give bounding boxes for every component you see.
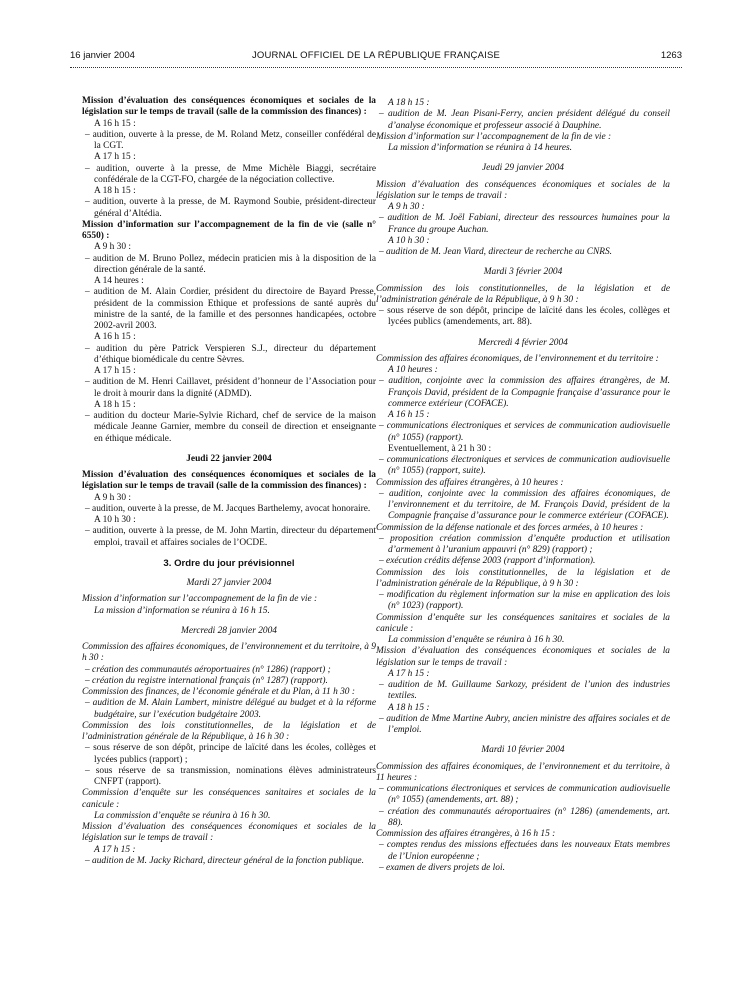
agenda-item: – création du registre international français (n° 1287) (rapport). — [85, 675, 328, 686]
time-line: A 16 h 15 : — [94, 332, 136, 343]
spacer — [376, 736, 670, 745]
agenda-item: – audition, ouverte à la presse, de Mme Michèle Biaggi, secrétaire confédérale de la CGT-FO, chargée de la négociation collective. — [85, 163, 376, 185]
time-line: A 10 h 30 : — [94, 515, 136, 525]
agenda-item: – audition de M. Alain Lambert, ministre délégué au budget et à la réforme budgétaire, sur l’exécution budgétaire 2003. — [85, 698, 376, 720]
left-column — [82, 96, 376, 867]
time-line: A 17 h 15 : — [388, 668, 430, 679]
agenda-item: – communications électroniques et services de communication audiovisuelle (n° 1055) (amendements, art. 88) ; — [379, 784, 670, 806]
session-heading: Mission d’évaluation des conséquences économiques et sociales de la législation sur le temps de travail : — [376, 179, 670, 201]
header-date: 16 janvier 2004 — [70, 50, 135, 61]
time-line: A 9 h 30 : — [94, 492, 131, 503]
time-line: La mission d’information se réunira à 14 heures. — [388, 143, 573, 153]
time-line: A 17 h 15 : — [94, 152, 136, 163]
spacer — [376, 329, 670, 338]
header-page-number: 1263 — [660, 50, 682, 61]
time-line: A 17 h 15 : — [94, 844, 136, 855]
session-heading: Commission des affaires étrangères, à 10 heures : — [376, 477, 564, 488]
session-heading: Commission d’enquête sur les conséquences sanitaires et sociales de la canicule : — [82, 788, 376, 810]
session-heading: Commission des lois constitutionnelles, de la législation et de l’administration générale de la République, à 9 h 30 : — [376, 283, 670, 305]
session-heading: Mission d’évaluation des conséquences économiques et sociales de la législation sur le temps de travail (salle de la commission des finances) : — [82, 96, 376, 118]
agenda-item: – création des communautés aéroportuaires (n° 1286) (amendements, art. 88). — [379, 806, 670, 828]
date-heading: Mercredi 28 janvier 2004 — [181, 625, 277, 636]
agenda-item: – sous réserve de son dépôt, principe de laïcité dans les écoles, collèges et lycées publics (rapport) ; — [85, 743, 376, 765]
agenda-item: – sous réserve de son dépôt, principe de laïcité dans les écoles, collèges et lycées publics (amendements, art. 88). — [379, 306, 670, 328]
date-heading: Jeudi 22 janvier 2004 — [186, 453, 272, 464]
agenda-item: – audition du père Patrick Verspieren S.J., directeur du département d’éthique biomédicale du centre Sèvres. — [85, 343, 376, 365]
agenda-item: – création des communautés aéroportuaires (n° 1286) (rapport) ; — [85, 664, 331, 675]
time-line: La commission d’enquête se réunira à 16 h 30. — [94, 810, 271, 821]
agenda-item: – audition de M. Jean Pisani-Ferry, ancien président délégué du conseil d’analyse économique et professeur associé à Dauphine. — [379, 109, 670, 131]
agenda-item: – audition de M. Bruno Pollez, médecin praticien mis à la disposition de la direction générale de la santé. — [85, 253, 376, 275]
session-heading: Commission des affaires économiques, de l’environnement et du territoire : — [376, 353, 659, 364]
date-heading: Mardi 27 janvier 2004 — [186, 578, 272, 588]
agenda-item: – audition de Mme Martine Aubry, ancien ministre des affaires sociales et de l’emploi. — [379, 713, 670, 735]
date-heading: Mardi 10 février 2004 — [481, 745, 565, 756]
session-heading: Commission des lois constitutionnelles, de la législation et de l’administration générale de la République, à 16 h 30 : — [82, 720, 376, 742]
time-line: La mission d’information se réunira à 16 h 15. — [94, 605, 270, 616]
spacer — [82, 617, 376, 626]
time-line: A 9 h 30 : — [94, 242, 131, 253]
agenda-item: – audition de M. Jean Viard, directeur de recherche au CNRS. — [379, 247, 613, 257]
time-line: A 18 h 15 : — [94, 399, 136, 410]
session-heading: Mission d’évaluation des conséquences économiques et sociales de la législation sur le temps de travail (salle de la commission des finances) : — [82, 470, 376, 492]
spacer — [376, 258, 670, 267]
agenda-item: – audition, ouverte à la presse, de M. John Martin, directeur du département emploi, travail et affaires sociales de l’OCDE. — [85, 526, 376, 548]
section-title: 3. Ordre du jour prévisionnel — [163, 557, 295, 569]
agenda-item: – examen de divers projets de loi. — [379, 862, 505, 873]
spacer — [82, 549, 376, 558]
agenda-item: – communications électroniques et services de communication audiovisuelle (n° 1055) (rapport, suite). — [379, 455, 670, 477]
date-heading: Mercredi 4 février 2004 — [478, 337, 568, 348]
agenda-item: – audition, ouverte à la presse, de M. Raymond Soubie, président-directeur général d’Altédia. — [85, 197, 376, 219]
session-heading: Commission des finances, de l’économie générale et du Plan, à 11 h 30 : — [82, 687, 355, 697]
agenda-item: – sous réserve de sa transmission, nominations élèves administrateurs CNFPT (rapport). — [85, 765, 376, 787]
session-heading: Commission des affaires économiques, de l’environnement et du territoire, à 9 h 30 : — [82, 642, 376, 664]
time-line: A 10 heures : — [388, 365, 438, 375]
agenda-item: – exécution crédits défense 2003 (rapport d’information). — [379, 556, 596, 567]
session-heading: Mission d’information sur l’accompagnement de la fin de vie : — [376, 131, 612, 142]
agenda-item: – audition de M. Henri Caillavet, président d’honneur de l’Association pour le droit à mourir dans la dignité (ADMD). — [85, 377, 376, 399]
spacer — [376, 154, 670, 163]
spacer — [82, 445, 376, 454]
spacer — [82, 569, 376, 578]
agenda-item: – modification du règlement information sur la mise en application des lois (n° 1023) (rapport). — [379, 590, 670, 612]
header-rule — [70, 67, 682, 68]
session-heading: Commission des lois constitutionnelles, de la législation et de l’administration générale de la République, à 9 h 30 : — [376, 567, 670, 589]
agenda-item: – audition, ouverte à la presse, de M. Jacques Barthelemy, avocat honoraire. — [85, 503, 371, 514]
agenda-item: – proposition création commission d’enquête production et utilisation d’armement à l’uranium appauvri (n° 829) (rapport) ; — [379, 533, 670, 555]
agenda-item: – audition de M. Guillaume Sarkozy, président de l’union des industries textiles. — [379, 680, 670, 702]
time-line: A 14 heures : — [94, 276, 144, 286]
agenda-item: – audition, conjointe avec la commission des affaires étrangères, de M. François David, président de la Compagnie française d’assurance pour le commerce extérieur (COFACE). — [379, 376, 670, 409]
agenda-item: – audition de M. Jacky Richard, directeur général de la fonction publique. — [85, 855, 364, 866]
session-heading: Commission d’enquête sur les conséquences sanitaires et sociales de la canicule : — [376, 612, 670, 634]
time-line: A 16 h 15 : — [94, 118, 136, 129]
session-heading: Commission de la défense nationale et des forces armées, à 10 heures : — [376, 522, 644, 533]
session-heading: Mission d’évaluation des conséquences économiques et sociales de la législation sur le temps de travail : — [376, 646, 670, 668]
session-heading: Commission des affaires économiques, de l’environnement et du territoire, à 11 heures : — [376, 761, 670, 783]
agenda-item: – communications électroniques et services de communication audiovisuelle (n° 1055) (rapport). — [379, 421, 670, 443]
session-heading: Mission d’information sur l’accompagnement de la fin de vie (salle n° 6550) : — [82, 219, 376, 241]
right-column — [376, 98, 670, 874]
page-header — [70, 50, 682, 66]
agenda-item: – audition de M. Joël Fabiani, directeur des ressources humaines pour la France du groupe Auchan. — [379, 213, 670, 235]
session-heading: Mission d’information sur l’accompagnement de la fin de vie : — [82, 594, 318, 605]
date-heading: Mardi 3 février 2004 — [483, 267, 563, 278]
agenda-item: – audition du docteur Marie-Sylvie Richard, chef de service de la maison médicale Jeanne Garnier, membre du conseil de direction et enseignante en éthique médicale. — [85, 411, 376, 444]
time-line: A 17 h 15 : — [94, 366, 136, 376]
time-line: A 9 h 30 : — [388, 202, 425, 212]
date-heading: Jeudi 29 janvier 2004 — [481, 163, 564, 174]
time-line: A 10 h 30 : — [388, 235, 430, 246]
time-line: La commission d’enquête se réunira à 16 h 30. — [388, 635, 565, 645]
time-line: A 18 h 15 : — [388, 98, 430, 108]
time-line: A 16 h 15 : — [388, 410, 430, 420]
header-title: JOURNAL OFFICIEL DE LA RÉPUBLIQUE FRANÇAISE — [251, 50, 501, 61]
session-heading: Commission des affaires étrangères, à 16 h 15 : — [376, 829, 556, 839]
time-line: Eventuellement, à 21 h 30 : — [388, 443, 492, 454]
agenda-item: – audition de M. Alain Cordier, président du directoire de Bayard Presse, président de la commission Ethique et professions de santé auprès du ministre de la santé, de la famille et des personnes handicapées, octobre 2002-avril 2003. — [85, 287, 376, 331]
agenda-item: – comptes rendus des missions effectuées dans les nouveaux Etats membres de l’Union européenne ; — [379, 840, 670, 862]
agenda-item: – audition, conjointe avec la commission des affaires économiques, de l’environnement et du territoire, de M. François David, président de la Compagnie française d’assurance pour le commerce extérieur (COFACE). — [379, 488, 670, 522]
session-heading: Mission d’évaluation des conséquences économiques et sociales de la législation sur le temps de travail : — [82, 822, 376, 844]
time-line: A 18 h 15 : — [388, 702, 430, 713]
agenda-item: – audition, ouverte à la presse, de M. Roland Metz, conseiller confédéral de la CGT. — [85, 129, 376, 151]
time-line: A 18 h 15 : — [94, 186, 136, 196]
